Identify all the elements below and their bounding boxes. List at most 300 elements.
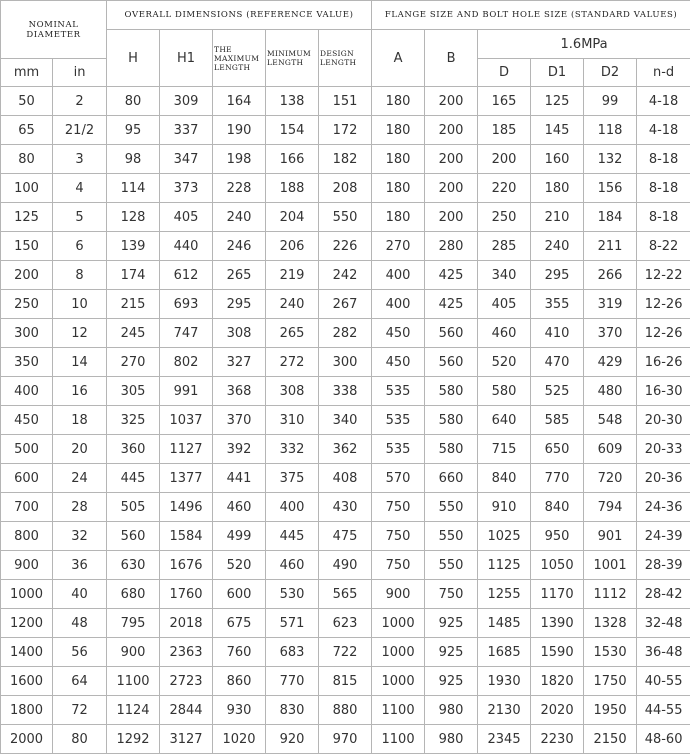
cell-nd: 48-60 [637, 725, 690, 754]
cell-b: 200 [425, 87, 478, 116]
cell-h1: 1037 [160, 406, 213, 435]
cell-min-length: 206 [266, 232, 319, 261]
table-row [1, 638, 690, 667]
cell-d1: 1170 [531, 580, 584, 609]
cell-mm: 80 [1, 145, 53, 174]
cell-mm: 65 [1, 116, 53, 145]
cell-h: 174 [107, 261, 160, 290]
cell-mm: 100 [1, 174, 53, 203]
header-nominal-diameter: NOMINAL DIAMETER [1, 1, 107, 59]
cell-b: 550 [425, 493, 478, 522]
cell-min-length: 460 [266, 551, 319, 580]
cell-d: 640 [478, 406, 531, 435]
cell-h1: 693 [160, 290, 213, 319]
cell-d1: 2020 [531, 696, 584, 725]
cell-d1: 650 [531, 435, 584, 464]
cell-d1: 1050 [531, 551, 584, 580]
cell-d1: 210 [531, 203, 584, 232]
cell-h: 445 [107, 464, 160, 493]
table-row [1, 290, 690, 319]
cell-max-length: 600 [213, 580, 266, 609]
cell-in: 28 [53, 493, 107, 522]
cell-in: 64 [53, 667, 107, 696]
cell-nd: 36-48 [637, 638, 690, 667]
cell-in: 32 [53, 522, 107, 551]
cell-min-length: 166 [266, 145, 319, 174]
cell-d: 185 [478, 116, 531, 145]
cell-a: 750 [372, 522, 425, 551]
cell-max-length: 930 [213, 696, 266, 725]
cell-design-length: 300 [319, 348, 372, 377]
cell-max-length: 228 [213, 174, 266, 203]
cell-h: 128 [107, 203, 160, 232]
cell-in: 20 [53, 435, 107, 464]
cell-d2: 370 [584, 319, 637, 348]
cell-in: 12 [53, 319, 107, 348]
cell-max-length: 520 [213, 551, 266, 580]
header-b: B [425, 30, 478, 87]
header-in: in [53, 59, 107, 87]
header-d: D [478, 59, 531, 87]
cell-d2: 156 [584, 174, 637, 203]
cell-in: 48 [53, 609, 107, 638]
cell-d1: 470 [531, 348, 584, 377]
cell-d: 285 [478, 232, 531, 261]
cell-b: 925 [425, 638, 478, 667]
header-flange-size: FLANGE SIZE AND BOLT HOLE SIZE (STANDARD VALUES) [372, 1, 690, 30]
table-row [1, 348, 690, 377]
cell-a: 1100 [372, 696, 425, 725]
cell-nd: 12-22 [637, 261, 690, 290]
cell-d: 910 [478, 493, 531, 522]
cell-min-length: 332 [266, 435, 319, 464]
cell-d1: 525 [531, 377, 584, 406]
cell-b: 580 [425, 377, 478, 406]
cell-design-length: 815 [319, 667, 372, 696]
header-nd: n-d [637, 59, 690, 87]
cell-nd: 40-55 [637, 667, 690, 696]
cell-design-length: 340 [319, 406, 372, 435]
table-row [1, 493, 690, 522]
cell-mm: 150 [1, 232, 53, 261]
header-h1: H1 [160, 30, 213, 87]
cell-d: 2130 [478, 696, 531, 725]
cell-nd: 4-18 [637, 87, 690, 116]
cell-design-length: 172 [319, 116, 372, 145]
table-row [1, 522, 690, 551]
cell-max-length: 392 [213, 435, 266, 464]
table-row [1, 232, 690, 261]
cell-d: 1255 [478, 580, 531, 609]
cell-d: 1025 [478, 522, 531, 551]
cell-d: 715 [478, 435, 531, 464]
cell-min-length: 920 [266, 725, 319, 754]
cell-a: 535 [372, 435, 425, 464]
cell-h: 114 [107, 174, 160, 203]
cell-in: 5 [53, 203, 107, 232]
cell-d: 1125 [478, 551, 531, 580]
cell-h1: 1584 [160, 522, 213, 551]
cell-nd: 16-26 [637, 348, 690, 377]
cell-max-length: 295 [213, 290, 266, 319]
cell-h1: 1760 [160, 580, 213, 609]
cell-min-length: 445 [266, 522, 319, 551]
cell-max-length: 460 [213, 493, 266, 522]
cell-nd: 8-22 [637, 232, 690, 261]
cell-d1: 295 [531, 261, 584, 290]
cell-design-length: 362 [319, 435, 372, 464]
cell-d: 2345 [478, 725, 531, 754]
cell-design-length: 242 [319, 261, 372, 290]
cell-d: 165 [478, 87, 531, 116]
header-a: A [372, 30, 425, 87]
table-row [1, 319, 690, 348]
cell-b: 750 [425, 580, 478, 609]
cell-max-length: 441 [213, 464, 266, 493]
cell-min-length: 400 [266, 493, 319, 522]
cell-mm: 1200 [1, 609, 53, 638]
cell-a: 535 [372, 377, 425, 406]
cell-d1: 180 [531, 174, 584, 203]
cell-b: 580 [425, 435, 478, 464]
cell-mm: 1600 [1, 667, 53, 696]
cell-a: 450 [372, 319, 425, 348]
header-h: H [107, 30, 160, 87]
cell-a: 1000 [372, 609, 425, 638]
cell-h: 630 [107, 551, 160, 580]
cell-design-length: 565 [319, 580, 372, 609]
cell-d: 1930 [478, 667, 531, 696]
cell-h1: 337 [160, 116, 213, 145]
cell-h: 139 [107, 232, 160, 261]
cell-b: 550 [425, 551, 478, 580]
cell-nd: 28-39 [637, 551, 690, 580]
cell-b: 425 [425, 261, 478, 290]
cell-in: 8 [53, 261, 107, 290]
table-row [1, 87, 690, 116]
cell-d2: 720 [584, 464, 637, 493]
cell-mm: 50 [1, 87, 53, 116]
cell-in: 16 [53, 377, 107, 406]
cell-mm: 200 [1, 261, 53, 290]
table-row [1, 609, 690, 638]
cell-in: 72 [53, 696, 107, 725]
cell-min-length: 830 [266, 696, 319, 725]
table-row [1, 377, 690, 406]
table-row [1, 696, 690, 725]
cell-nd: 24-39 [637, 522, 690, 551]
cell-h1: 1127 [160, 435, 213, 464]
cell-d1: 950 [531, 522, 584, 551]
cell-h1: 747 [160, 319, 213, 348]
cell-d1: 2230 [531, 725, 584, 754]
cell-d1: 125 [531, 87, 584, 116]
cell-design-length: 722 [319, 638, 372, 667]
cell-max-length: 675 [213, 609, 266, 638]
table-row [1, 116, 690, 145]
cell-d2: 794 [584, 493, 637, 522]
cell-max-length: 190 [213, 116, 266, 145]
cell-d1: 1390 [531, 609, 584, 638]
cell-min-length: 188 [266, 174, 319, 203]
cell-design-length: 550 [319, 203, 372, 232]
cell-d2: 480 [584, 377, 637, 406]
cell-a: 180 [372, 174, 425, 203]
cell-nd: 16-30 [637, 377, 690, 406]
cell-min-length: 272 [266, 348, 319, 377]
cell-h1: 347 [160, 145, 213, 174]
cell-mm: 450 [1, 406, 53, 435]
cell-in: 80 [53, 725, 107, 754]
cell-d2: 548 [584, 406, 637, 435]
cell-b: 200 [425, 116, 478, 145]
cell-min-length: 219 [266, 261, 319, 290]
cell-in: 2 [53, 87, 107, 116]
cell-b: 925 [425, 609, 478, 638]
cell-b: 425 [425, 290, 478, 319]
cell-in: 36 [53, 551, 107, 580]
cell-d: 200 [478, 145, 531, 174]
cell-max-length: 198 [213, 145, 266, 174]
cell-d1: 770 [531, 464, 584, 493]
cell-a: 1000 [372, 638, 425, 667]
cell-nd: 8-18 [637, 203, 690, 232]
cell-d: 460 [478, 319, 531, 348]
header-max-length: THE MAXIMUM LENGTH [213, 30, 266, 87]
cell-in: 4 [53, 174, 107, 203]
cell-d2: 429 [584, 348, 637, 377]
cell-design-length: 880 [319, 696, 372, 725]
cell-d: 405 [478, 290, 531, 319]
cell-h: 245 [107, 319, 160, 348]
cell-mm: 1400 [1, 638, 53, 667]
header-design-length: DESIGN LENGTH [319, 30, 372, 87]
cell-nd: 44-55 [637, 696, 690, 725]
cell-d: 840 [478, 464, 531, 493]
cell-d1: 145 [531, 116, 584, 145]
cell-b: 200 [425, 145, 478, 174]
cell-nd: 12-26 [637, 319, 690, 348]
cell-design-length: 490 [319, 551, 372, 580]
cell-max-length: 246 [213, 232, 266, 261]
table-row [1, 406, 690, 435]
cell-h: 305 [107, 377, 160, 406]
cell-nd: 4-18 [637, 116, 690, 145]
cell-d1: 355 [531, 290, 584, 319]
cell-min-length: 571 [266, 609, 319, 638]
cell-h: 215 [107, 290, 160, 319]
cell-in: 14 [53, 348, 107, 377]
cell-a: 750 [372, 493, 425, 522]
cell-h1: 991 [160, 377, 213, 406]
header-pressure: 1.6MPa [478, 30, 690, 59]
cell-a: 400 [372, 290, 425, 319]
cell-h1: 1377 [160, 464, 213, 493]
cell-mm: 800 [1, 522, 53, 551]
cell-design-length: 182 [319, 145, 372, 174]
cell-a: 1100 [372, 725, 425, 754]
cell-d: 250 [478, 203, 531, 232]
header-d1: D1 [531, 59, 584, 87]
cell-b: 980 [425, 696, 478, 725]
cell-a: 900 [372, 580, 425, 609]
cell-d2: 2150 [584, 725, 637, 754]
cell-h: 560 [107, 522, 160, 551]
cell-min-length: 204 [266, 203, 319, 232]
cell-h1: 373 [160, 174, 213, 203]
cell-d: 580 [478, 377, 531, 406]
cell-b: 200 [425, 203, 478, 232]
cell-nd: 28-42 [637, 580, 690, 609]
cell-design-length: 282 [319, 319, 372, 348]
table-row [1, 203, 690, 232]
cell-design-length: 475 [319, 522, 372, 551]
cell-h1: 802 [160, 348, 213, 377]
cell-d2: 99 [584, 87, 637, 116]
cell-nd: 8-18 [637, 145, 690, 174]
cell-max-length: 308 [213, 319, 266, 348]
cell-d2: 211 [584, 232, 637, 261]
cell-nd: 12-26 [637, 290, 690, 319]
cell-mm: 300 [1, 319, 53, 348]
cell-d2: 184 [584, 203, 637, 232]
cell-h: 680 [107, 580, 160, 609]
cell-d2: 901 [584, 522, 637, 551]
table-row [1, 261, 690, 290]
cell-h: 1100 [107, 667, 160, 696]
cell-nd: 24-36 [637, 493, 690, 522]
cell-h: 1124 [107, 696, 160, 725]
cell-a: 570 [372, 464, 425, 493]
cell-d2: 1112 [584, 580, 637, 609]
cell-a: 535 [372, 406, 425, 435]
cell-h1: 309 [160, 87, 213, 116]
cell-h1: 2018 [160, 609, 213, 638]
cell-max-length: 265 [213, 261, 266, 290]
cell-in: 3 [53, 145, 107, 174]
cell-h: 795 [107, 609, 160, 638]
table-row [1, 667, 690, 696]
cell-design-length: 208 [319, 174, 372, 203]
cell-h: 80 [107, 87, 160, 116]
cell-b: 560 [425, 319, 478, 348]
cell-mm: 700 [1, 493, 53, 522]
cell-d: 1485 [478, 609, 531, 638]
cell-a: 180 [372, 203, 425, 232]
cell-min-length: 530 [266, 580, 319, 609]
cell-max-length: 240 [213, 203, 266, 232]
cell-h: 900 [107, 638, 160, 667]
cell-h: 95 [107, 116, 160, 145]
cell-design-length: 267 [319, 290, 372, 319]
cell-a: 1000 [372, 667, 425, 696]
cell-h1: 440 [160, 232, 213, 261]
cell-d2: 1950 [584, 696, 637, 725]
cell-a: 400 [372, 261, 425, 290]
cell-d: 1685 [478, 638, 531, 667]
cell-min-length: 240 [266, 290, 319, 319]
table-row [1, 435, 690, 464]
cell-mm: 1000 [1, 580, 53, 609]
cell-d2: 609 [584, 435, 637, 464]
cell-design-length: 623 [319, 609, 372, 638]
cell-max-length: 499 [213, 522, 266, 551]
cell-d1: 840 [531, 493, 584, 522]
cell-b: 560 [425, 348, 478, 377]
cell-design-length: 338 [319, 377, 372, 406]
cell-d1: 240 [531, 232, 584, 261]
cell-b: 550 [425, 522, 478, 551]
cell-mm: 125 [1, 203, 53, 232]
cell-max-length: 760 [213, 638, 266, 667]
table-header [1, 1, 690, 87]
cell-d: 340 [478, 261, 531, 290]
header-d2: D2 [584, 59, 637, 87]
cell-h1: 405 [160, 203, 213, 232]
cell-in: 10 [53, 290, 107, 319]
cell-in: 40 [53, 580, 107, 609]
cell-max-length: 370 [213, 406, 266, 435]
table-row [1, 580, 690, 609]
cell-min-length: 138 [266, 87, 319, 116]
cell-min-length: 310 [266, 406, 319, 435]
cell-d1: 1590 [531, 638, 584, 667]
cell-in: 56 [53, 638, 107, 667]
cell-h: 360 [107, 435, 160, 464]
cell-b: 980 [425, 725, 478, 754]
cell-h1: 2844 [160, 696, 213, 725]
cell-h1: 3127 [160, 725, 213, 754]
cell-min-length: 770 [266, 667, 319, 696]
cell-mm: 600 [1, 464, 53, 493]
cell-h1: 2723 [160, 667, 213, 696]
cell-min-length: 375 [266, 464, 319, 493]
header-overall-dimensions: OVERALL DIMENSIONS (REFERENCE VALUE) [107, 1, 372, 30]
cell-max-length: 1020 [213, 725, 266, 754]
cell-in: 6 [53, 232, 107, 261]
cell-h: 1292 [107, 725, 160, 754]
cell-mm: 900 [1, 551, 53, 580]
cell-max-length: 327 [213, 348, 266, 377]
table-row [1, 174, 690, 203]
cell-nd: 20-30 [637, 406, 690, 435]
cell-d2: 1750 [584, 667, 637, 696]
cell-h1: 612 [160, 261, 213, 290]
cell-nd: 20-36 [637, 464, 690, 493]
cell-d2: 1530 [584, 638, 637, 667]
cell-d1: 410 [531, 319, 584, 348]
cell-d2: 118 [584, 116, 637, 145]
cell-max-length: 368 [213, 377, 266, 406]
cell-max-length: 860 [213, 667, 266, 696]
header-min-length: MINIMUM LENGTH [266, 30, 319, 87]
cell-d: 220 [478, 174, 531, 203]
cell-nd: 20-33 [637, 435, 690, 464]
cell-a: 270 [372, 232, 425, 261]
cell-design-length: 151 [319, 87, 372, 116]
cell-min-length: 683 [266, 638, 319, 667]
cell-d2: 1001 [584, 551, 637, 580]
cell-d1: 585 [531, 406, 584, 435]
cell-a: 750 [372, 551, 425, 580]
cell-b: 925 [425, 667, 478, 696]
cell-min-length: 308 [266, 377, 319, 406]
cell-d: 520 [478, 348, 531, 377]
header-mm: mm [1, 59, 53, 87]
cell-in: 24 [53, 464, 107, 493]
cell-d2: 319 [584, 290, 637, 319]
cell-in: 21/2 [53, 116, 107, 145]
